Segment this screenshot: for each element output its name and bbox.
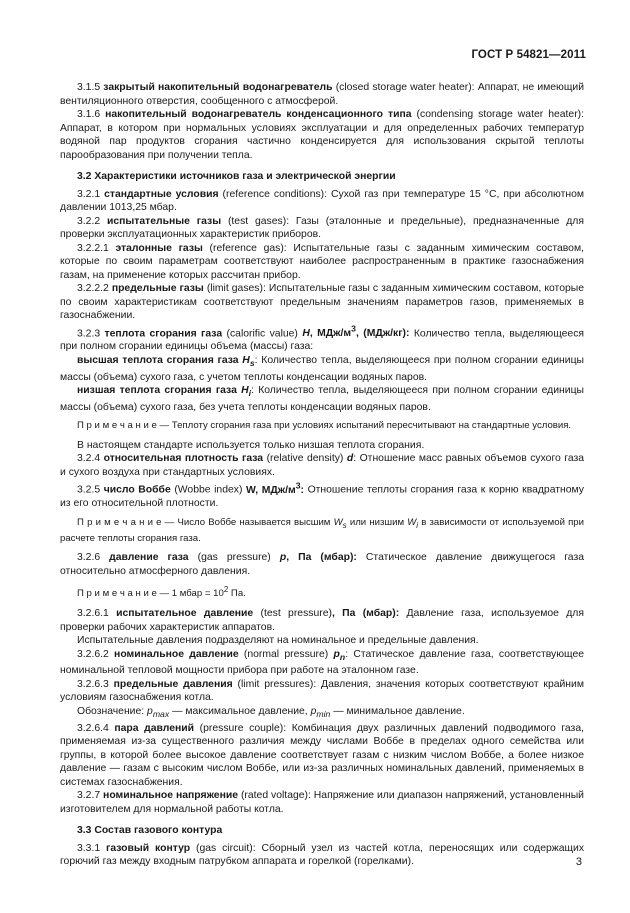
clause-3-2-6 — [60, 551, 584, 578]
definition: : Количество тепла, выделяющееся при полном сгорании единицы массы (объема) сухого газа, с учетом теплоты конденсации водяных паров. — [60, 354, 584, 383]
note-tail: Па. — [228, 588, 246, 600]
clause-3-2-6-4 — [60, 722, 584, 790]
term-en: (normal pressure) — [243, 648, 329, 660]
notation-text: — максимальное давление, — [169, 705, 311, 717]
section-heading-3-3: 3.3 Состав газового контура — [77, 825, 223, 837]
clause-3-2-2 — [60, 215, 584, 242]
term: относительная плотность газа — [103, 453, 264, 465]
symbol-sub: s — [249, 358, 255, 369]
definition: : Аппарат, в котором при нормальных условиях эксплуатации и для определенных рабочих температур водяной пар продуктов сгорания частично конденсируется для использования скрытой теплоты парообразования при получении тепла. — [60, 109, 585, 161]
units-2: , (МДж/кг): — [355, 327, 410, 339]
note-text: в зависимости от используемой при расчете теплоты сгорания газа. — [60, 516, 584, 544]
clause-number: 3.2.6.1 — [77, 608, 109, 620]
note-sup: 2 — [223, 585, 229, 595]
clause-3-2-6-1 — [60, 607, 584, 634]
term-en: (closed storage water heater) — [335, 82, 472, 93]
term-en: (test pressure) — [260, 608, 332, 620]
term: пара давлений — [114, 722, 195, 734]
note-text: — 1 мбар = 10 — [156, 588, 224, 600]
units: , МДж/м — [309, 327, 352, 339]
symbol-sub: max — [152, 709, 170, 720]
clause-number: 3.1.6 — [77, 109, 101, 120]
term-en: (calorific value) — [226, 327, 298, 339]
paragraph-notation — [60, 705, 584, 722]
term: накопительный водонагреватель конденсационного типа — [105, 109, 412, 120]
symbol: W — [407, 516, 417, 528]
clause-number: 3.2.3 — [77, 327, 101, 339]
units: , Па (мбар): — [331, 608, 400, 620]
clause-number: 3.2.6.2 — [77, 648, 109, 660]
note-label: П р и м е ч а н и е — [77, 516, 162, 528]
symbol-sub: n — [339, 651, 346, 662]
units-colon: : — [300, 484, 304, 496]
clause-3-2-1 — [60, 188, 584, 215]
definition: : Напряжение или диапазон напряжений, установленный изготовителем для нормальной работы котла. — [60, 790, 584, 815]
definition: Давление газа, используемое для проверки рабочих характеристик аппаратов. — [60, 608, 584, 633]
symbol: p — [310, 705, 317, 717]
term: низшая теплота сгорания газа — [77, 385, 237, 397]
term: испытательные газы — [106, 215, 222, 227]
note-1 — [60, 420, 584, 433]
symbol: W — [333, 516, 343, 528]
symbol-sub: i — [248, 388, 252, 399]
term: эталонные газы — [115, 242, 203, 254]
term-en: (relative density) — [266, 453, 344, 465]
term: давление газа — [109, 552, 189, 564]
symbol: H — [242, 354, 250, 366]
term-en: (pressure couple) — [199, 722, 284, 734]
term: высшая теплота сгорания газа — [77, 354, 239, 366]
symbol-sub: min — [316, 709, 331, 720]
clause-3-2-6-3 — [60, 678, 584, 705]
clause-3-2-4 — [60, 452, 584, 479]
clause-number: 3.2.4 — [77, 453, 101, 465]
symbol: W — [246, 484, 256, 496]
term-en: (limit gases) — [206, 283, 263, 294]
clause-3-3-1 — [60, 842, 584, 869]
definition: Отношение теплоты сгорания газа к корню квадратному из его относительной плотности. — [60, 484, 584, 510]
clause-3-2-2-1 — [60, 242, 584, 283]
term: число Воббе — [103, 484, 171, 496]
notation-text: Обозначение: — [77, 705, 148, 717]
term-en: (reference gas) — [209, 242, 284, 254]
note-3 — [60, 584, 584, 601]
term-en: (gas pressure) — [197, 552, 271, 564]
clause-3-2-5 — [60, 479, 584, 510]
symbol: H — [241, 385, 249, 397]
clause-number: 3.2.7 — [77, 790, 101, 802]
note-label: П р и м е ч а н и е — [77, 420, 157, 432]
paragraph-lower-only: В настоящем стандарте используется только низшая теплота сгорания. — [77, 439, 425, 451]
term-en: (gas circuit) — [196, 842, 253, 854]
note-2 — [60, 517, 584, 546]
paragraph-test-subdivision: Испытательные давления подразделяют на номинальное и предельные давления. — [77, 635, 479, 647]
page-number: 3 — [575, 856, 582, 868]
note-text: — Число Воббе называется высшим — [161, 516, 334, 528]
clause-3-2-6-2 — [60, 648, 584, 678]
clause-3-2-2-2 — [60, 282, 584, 323]
units: , Па (мбар): — [286, 552, 357, 564]
term: предельные давления — [113, 678, 233, 690]
symbol: p — [333, 648, 340, 660]
definition: : Испытательные газы с заданным химическим составом, которые по своим характеристикам соответствуют предельным значениям параметров газов, применяемых в газоснабжении. — [60, 283, 584, 321]
term: предельные газы — [111, 283, 204, 294]
definition: Количество тепла, выделяющееся при полном сгорании единицы объема (массы) газа: — [60, 327, 585, 353]
term: стандартные условия — [104, 188, 219, 200]
clause-number: 3.2.2.1 — [77, 242, 109, 254]
term: испытательное давление — [116, 608, 254, 620]
clause-3-2-3 — [60, 323, 584, 354]
clause-number: 3.2.2 — [77, 215, 101, 227]
definition: : Сухой газ при температуре 15 °С, при абсолютном давлении 1013,25 мбар. — [60, 188, 585, 213]
symbol-sub: i — [416, 520, 419, 530]
clause-3-2-7 — [60, 789, 584, 816]
units-sup: 3 — [351, 323, 356, 334]
term-en: (condensing storage water heater) — [416, 109, 582, 120]
definition: : Испытательные газы с заданным химическим составом, которые по своим параметрам соответствуют наиболее распространенным в практике газоснабжения газам, на применение которых рассчитан прибор. — [60, 242, 584, 281]
clause-3-1-6 — [60, 108, 584, 162]
definition: Статическое давление движущегося газа относительно атмосферного давления. — [60, 552, 584, 577]
definition: : Газы (эталонные и предельные), предназначенные для проверки эксплуатационных характеристик приборов. — [60, 215, 584, 240]
clause-number: 3.2.6 — [77, 552, 101, 564]
clause-number: 3.2.6.3 — [77, 678, 109, 690]
term-en: (test gases) — [227, 215, 287, 227]
definition: : Комбинация двух различных давлений подводимого газа, применяемая из-за существенного различия между числами Воббе в пределах одного семейства или группы, в которой более высокое давление соответствует газам с низким числом Воббе, а более низкое давление — газам с высоким числом Воббе, или из-за различных номинальных давлений, применяемых в системах газоснабжения. — [60, 722, 584, 788]
symbol: p — [147, 705, 153, 717]
clause-number: 3.1.5 — [77, 82, 101, 93]
symbol: p — [279, 552, 287, 564]
definition: : Количество тепла, выделяющееся при полном сгорании единицы массы (объема) сухого газа, без учета теплоты конденсации водяных паров. — [60, 385, 585, 413]
document-standard-header: ГОСТ Р 54821—2011 — [471, 49, 586, 61]
symbol: d — [346, 453, 354, 465]
definition: : Давления, значения которых соответствуют крайним условиям газоснабжения котла. — [60, 678, 584, 704]
note-label: П р и м е ч а н и е — [77, 588, 157, 600]
term: теплота сгорания газа — [104, 327, 223, 339]
document-body — [60, 81, 584, 869]
term: газовый контур — [106, 842, 191, 854]
term: номинальное напряжение — [103, 790, 239, 802]
symbol-sub: s — [342, 520, 347, 530]
note-text: — Теплоту сгорания газа при условиях испытаний пересчитывают на стандартные условия. — [156, 420, 572, 432]
note-text: или низшим — [346, 516, 408, 528]
term-en: (reference conditions) — [222, 188, 325, 200]
clause-number: 3.3.1 — [77, 842, 101, 854]
term: номинальное давление — [114, 648, 239, 660]
units-sup: 3 — [295, 480, 301, 491]
term-en: (Wobbe index) — [174, 484, 243, 496]
notation-text: — минимальное давление. — [330, 705, 465, 717]
definition: : Статическое давление газа, соответствующее номинальной тепловой мощности прибора при работе на эталонном газе. — [60, 648, 585, 677]
clause-number: 3.2.6.4 — [77, 722, 109, 734]
clause-higher-calorific — [60, 354, 584, 384]
definition: : Сборный узел из частей котла, переносящих или содержащих горючий газ между входным патрубком аппарата и горелкой (горелками). — [60, 842, 585, 868]
clause-number: 3.2.5 — [77, 484, 101, 496]
units: , МДж/м — [255, 484, 296, 496]
clause-number: 3.2.1 — [77, 188, 101, 200]
term-en: (limit pressures) — [237, 678, 314, 690]
clause-3-1-5 — [60, 81, 584, 108]
clause-lower-calorific — [60, 384, 584, 414]
definition: : Отношение масс равных объемов сухого газа и сухого воздуха при стандартных условиях. — [60, 453, 585, 478]
section-heading-3-2: 3.2 Характеристики источников газа и электрической энергии — [77, 171, 396, 182]
clause-number: 3.2.2.2 — [77, 283, 109, 294]
definition: : Аппарат, не имеющий вентиляционного отверстия, сообщенного с атмосферой. — [60, 82, 585, 107]
term-en: (rated voltage) — [240, 790, 308, 802]
symbol: H — [302, 327, 310, 339]
term: закрытый накопительный водонагреватель — [103, 82, 333, 93]
